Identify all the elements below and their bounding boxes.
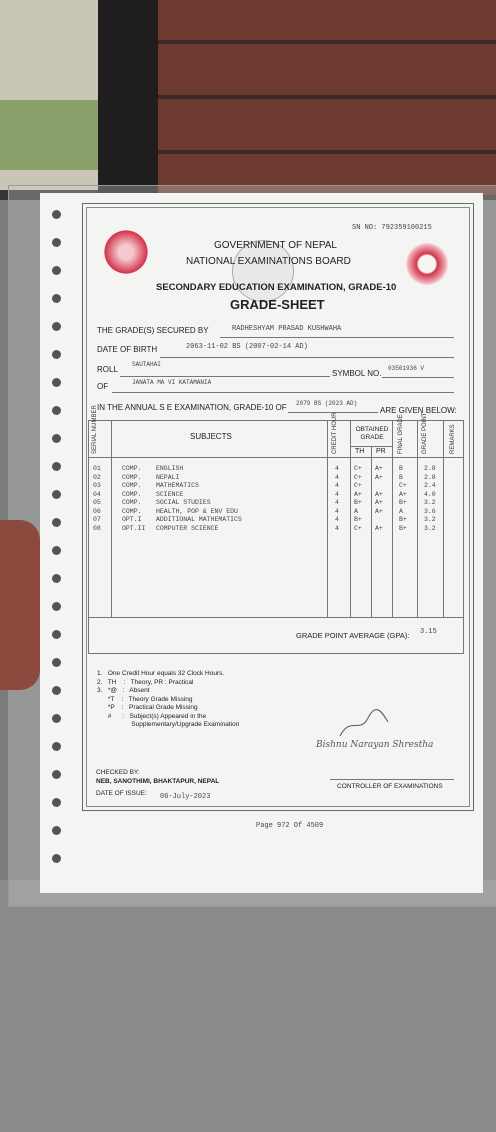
table-cell-sn: 01 <box>93 465 101 472</box>
table-cell-th: A+ <box>354 490 362 498</box>
neb-logo-icon <box>402 240 452 288</box>
office: NEB, SANOTHIMI, BHAKTAPUR, NEPAL <box>96 778 220 785</box>
table-cell-th: B+ <box>354 499 362 506</box>
binder-hole <box>52 798 61 807</box>
table-cell-credit: 4 <box>335 473 339 481</box>
table-cell-subject: SCIENCE <box>156 490 184 498</box>
hand <box>0 520 40 690</box>
table-cell-final: B <box>399 473 403 481</box>
table-cell-credit: 4 <box>335 524 339 532</box>
dob-label: DATE OF BIRTH <box>97 345 158 354</box>
table-cell-pr: A+ <box>375 490 383 498</box>
note-line: *T : Theory Grade Missing <box>97 695 193 703</box>
table-cell-type: COMP. <box>122 473 142 481</box>
table-cell-subject: MATHEMATICS <box>156 482 199 489</box>
issue-label: DATE OF ISSUE: <box>96 790 147 797</box>
symbol-label: SYMBOL NO. <box>332 369 382 378</box>
table-cell-final: B+ <box>399 524 407 532</box>
binder-hole <box>52 546 61 555</box>
grass <box>0 100 105 170</box>
brick-mortar <box>155 150 496 154</box>
year-value: 2079 BS (2023 AD) <box>296 400 358 407</box>
table-cell-subject: ADDITIONAL MATHEMATICS <box>156 516 242 523</box>
grades-table <box>88 420 464 654</box>
nepal-emblem-icon <box>100 228 152 276</box>
symbol-value: 03501936 V <box>388 365 425 372</box>
note-line: # : Subject(s) Appeared in the <box>97 712 207 720</box>
table-cell-pr: A+ <box>375 499 383 506</box>
table-cell-point: 3.2 <box>424 516 436 523</box>
school-value: JANATA MA VI KATAMANIA <box>132 379 212 386</box>
signature-scribble <box>338 708 390 740</box>
binder-hole <box>52 630 61 639</box>
binder-hole <box>52 434 61 443</box>
table-cell-subject: ENGLISH <box>156 465 184 472</box>
dob-value: 2063-11-02 BS (2007-02-14 AD) <box>186 343 308 351</box>
table-line <box>443 420 444 618</box>
binder-hole <box>52 686 61 695</box>
table-cell-pr: A+ <box>375 507 383 515</box>
table-cell-type: COMP. <box>122 507 142 515</box>
serial-number: SN NO: 792359100215 <box>352 224 432 232</box>
binder-hole <box>52 406 61 415</box>
table-cell-sn: 04 <box>93 490 101 498</box>
door-pillar <box>98 0 158 195</box>
underline <box>160 357 454 358</box>
brick-mortar <box>155 95 496 99</box>
binder-hole <box>52 854 61 863</box>
underline <box>120 376 330 377</box>
binder-hole <box>52 210 61 219</box>
table-cell-final: A <box>399 507 403 515</box>
binder-hole <box>52 658 61 667</box>
board-line: NATIONAL EXAMINATIONS BOARD <box>186 256 351 267</box>
note-line: 3. *@ : Absent <box>97 687 150 694</box>
binder-hole <box>52 826 61 835</box>
table-cell-credit: 4 <box>335 499 339 506</box>
gpa-label: GRADE POINT AVERAGE (GPA): <box>296 631 410 640</box>
table-cell-final: B+ <box>399 499 407 506</box>
binder-hole <box>52 742 61 751</box>
secured-label: THE GRADE(S) SECURED BY <box>97 326 209 335</box>
table-cell-point: 2.8 <box>424 473 436 481</box>
table-cell-th: C+ <box>354 524 362 532</box>
table-cell-type: COMP. <box>122 490 142 498</box>
header-credit: CREDIT HOUR <box>332 412 338 454</box>
header-subjects: SUBJECTS <box>190 432 232 441</box>
binder-hole <box>52 294 61 303</box>
table-cell-subject: COMPUTER SCIENCE <box>156 524 219 532</box>
table-cell-final: C+ <box>399 482 407 489</box>
table-cell-credit: 4 <box>335 516 339 523</box>
of-label: OF <box>97 382 109 391</box>
table-cell-pr: A+ <box>375 473 383 481</box>
table-cell-th: A <box>354 507 358 515</box>
table-cell-final: B+ <box>399 516 407 523</box>
brick-mortar <box>155 40 496 44</box>
table-line <box>111 420 112 618</box>
table-cell-point: 2.8 <box>424 465 436 472</box>
table-cell-point: 3.6 <box>424 507 436 515</box>
table-cell-th: C+ <box>354 473 362 481</box>
header-remarks: REMARKS <box>450 424 456 454</box>
table-line <box>88 617 464 618</box>
gpa-value: 3.15 <box>420 628 437 636</box>
table-cell-type: COMP. <box>122 482 142 489</box>
note-line: Supplementary/Upgrade Examination <box>97 721 240 728</box>
table-cell-final: A+ <box>399 490 407 498</box>
table-cell-sn: 06 <box>93 507 101 515</box>
table-line <box>417 420 418 618</box>
header-serial: SERIAL NUMBER <box>92 405 98 454</box>
table-cell-th: B+ <box>354 516 362 523</box>
table-cell-type: OPT.II <box>122 524 146 532</box>
table-cell-subject: NEPALI <box>156 473 180 481</box>
table-cell-th: C+ <box>354 465 362 472</box>
table-cell-sn: 05 <box>93 499 101 506</box>
header-point: GRADE POINT <box>422 412 428 454</box>
binder-hole <box>52 518 61 527</box>
signature: Bishnu Narayan Shrestha <box>316 740 434 750</box>
binder-hole <box>52 770 61 779</box>
binder-hole <box>52 238 61 247</box>
table-cell-subject: HEALTH, POP & ENV EDU <box>156 507 238 515</box>
table-cell-subject: SOCIAL STUDIES <box>156 499 211 506</box>
roll-label: ROLL <box>97 365 118 374</box>
table-cell-type: COMP. <box>122 465 142 472</box>
table-line <box>392 420 393 618</box>
binder-hole <box>52 490 61 499</box>
floor <box>0 880 496 1132</box>
table-cell-point: 3.2 <box>424 524 436 532</box>
underline <box>382 377 454 378</box>
page-number: Page 972 Of 4509 <box>256 822 324 830</box>
table-cell-credit: 4 <box>335 482 339 489</box>
table-cell-th: C+ <box>354 482 362 489</box>
table-cell-credit: 4 <box>335 490 339 498</box>
exam-line: SECONDARY EDUCATION EXAMINATION, GRADE-10 <box>156 282 397 293</box>
roll-value: SAUTAHAI <box>132 361 161 368</box>
issue-value: 06-July-2023 <box>160 793 211 801</box>
note-line: *P : Practical Grade Missing <box>97 704 198 711</box>
header-pr: PR <box>376 448 386 455</box>
header-th: TH <box>355 448 365 455</box>
binder-hole <box>52 322 61 331</box>
table-cell-sn: 02 <box>93 473 101 481</box>
table-line <box>88 457 464 458</box>
binder-hole <box>52 602 61 611</box>
binder-hole <box>52 714 61 723</box>
controller-title: CONTROLLER OF EXAMINATIONS <box>337 783 443 790</box>
table-cell-pr: A+ <box>375 524 383 532</box>
checked-by: CHECKED BY: <box>96 769 140 776</box>
table-cell-type: COMP. <box>122 499 142 506</box>
gov-line: GOVERNMENT OF NEPAL <box>214 240 337 251</box>
table-cell-sn: 07 <box>93 516 101 523</box>
table-cell-point: 2.4 <box>424 482 436 489</box>
note-line: 2. TH : Theory, PR : Practical <box>97 678 194 686</box>
binder-hole <box>52 462 61 471</box>
header-obtained: OBTAINED GRADE <box>355 426 389 441</box>
table-cell-credit: 4 <box>335 507 339 515</box>
table-cell-sn: 08 <box>93 524 101 532</box>
given-label: ARE GIVEN BELOW: <box>380 406 457 415</box>
table-line <box>327 420 328 618</box>
header-final: FINAL GRADE <box>398 414 404 454</box>
page-title: GRADE-SHEET <box>230 297 325 312</box>
binder-hole <box>52 378 61 387</box>
annual-label: IN THE ANNUAL S E EXAMINATION, GRADE-10 OF <box>97 403 287 412</box>
table-cell-point: 4.0 <box>424 490 436 498</box>
student-name: RADHESHYAM PRASAD KUSHWAHA <box>232 325 342 333</box>
signature-line <box>330 779 454 780</box>
note-line: 1. One Credit Hour equals 32 Clock Hours. <box>97 670 225 677</box>
table-cell-final: B <box>399 465 403 472</box>
binder-hole <box>52 266 61 275</box>
table-cell-pr: A+ <box>375 465 383 472</box>
binder-hole <box>52 350 61 359</box>
table-cell-sn: 03 <box>93 482 101 489</box>
binder-hole <box>52 574 61 583</box>
table-cell-type: OPT.I <box>122 516 142 523</box>
underline <box>112 392 454 393</box>
table-line <box>350 420 351 618</box>
table-cell-point: 3.2 <box>424 499 436 506</box>
table-line <box>371 446 372 618</box>
underline <box>220 337 454 338</box>
table-cell-credit: 4 <box>335 465 339 472</box>
